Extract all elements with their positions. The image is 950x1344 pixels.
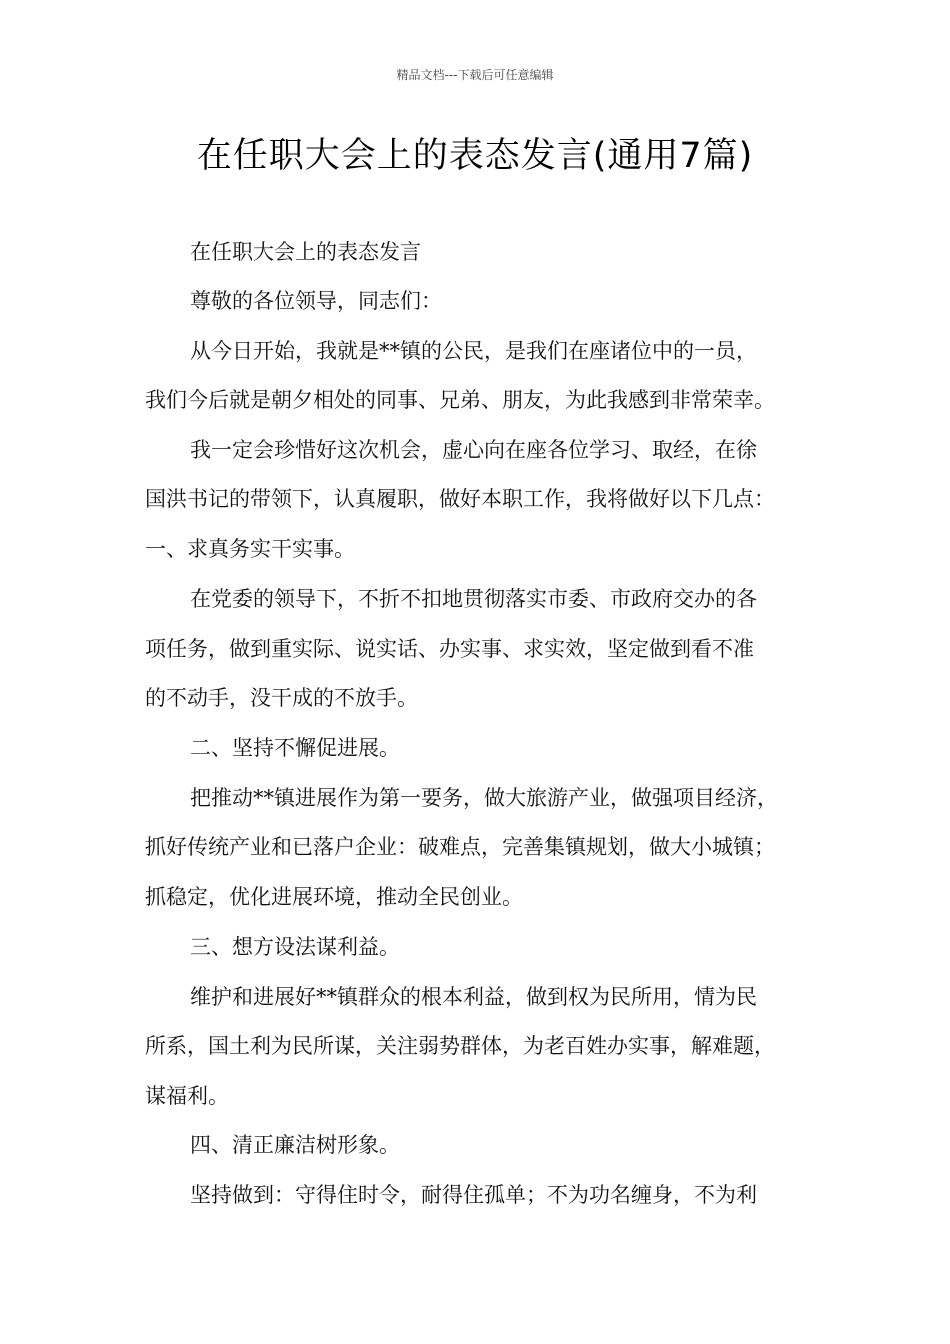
body-line: 谋福利。 (145, 1084, 229, 1108)
body-line: 从今日开始，我就是**镇的公民，是我们在座诸位中的一员， (190, 339, 757, 363)
body-line: 在任职大会上的表态发言 (190, 240, 421, 264)
body-line: 我一定会珍惜好这次机会，虚心向在座各位学习、取经，在徐 (190, 438, 757, 462)
body-line: 我们今后就是朝夕相处的同事、兄弟、朋友，为此我感到非常荣幸。 (145, 388, 775, 412)
body-line: 维护和进展好**镇群众的根本利益，做到权为民所用，情为民 (190, 985, 757, 1009)
body-line: 坚持做到：守得住时令，耐得住孤单；不为功名缠身，不为利 (190, 1183, 757, 1207)
body-line: 把推动**镇进展作为第一要务，做大旅游产业，做强项目经济， (190, 786, 778, 810)
document-title: 在任职大会上的表态发言(通用7篇) (196, 136, 754, 176)
body-line: 二、坚持不懈促进展。 (190, 736, 400, 760)
body-line: 在党委的领导下，不折不扣地贯彻落实市委、市政府交办的各 (190, 587, 757, 611)
body-line: 一、求真务实干实事。 (145, 537, 355, 561)
body-line: 所系，国土利为民所谋，关注弱势群体，为老百姓办实事，解难题， (145, 1034, 775, 1058)
body-line: 三、想方设法谋利益。 (190, 935, 400, 959)
body-line: 的不动手，没干成的不放手。 (145, 686, 418, 710)
body-line: 四、清正廉洁树形象。 (190, 1133, 400, 1157)
body-line: 尊敬的各位领导，同志们： (190, 289, 442, 313)
body-line: 项任务，做到重实际、说实话、办实事、求实效，坚定做到看不准 (145, 637, 754, 661)
body-line: 抓稳定，优化进展环境，推动全民创业。 (145, 885, 523, 909)
header-note: 精品文档---下载后可任意编辑 (396, 68, 554, 82)
body-line: 国洪书记的带领下，认真履职，做好本职工作，我将做好以下几点： (145, 487, 775, 511)
body-line: 抓好传统产业和已落户企业：破难点，完善集镇规划，做大小城镇； (145, 835, 775, 859)
